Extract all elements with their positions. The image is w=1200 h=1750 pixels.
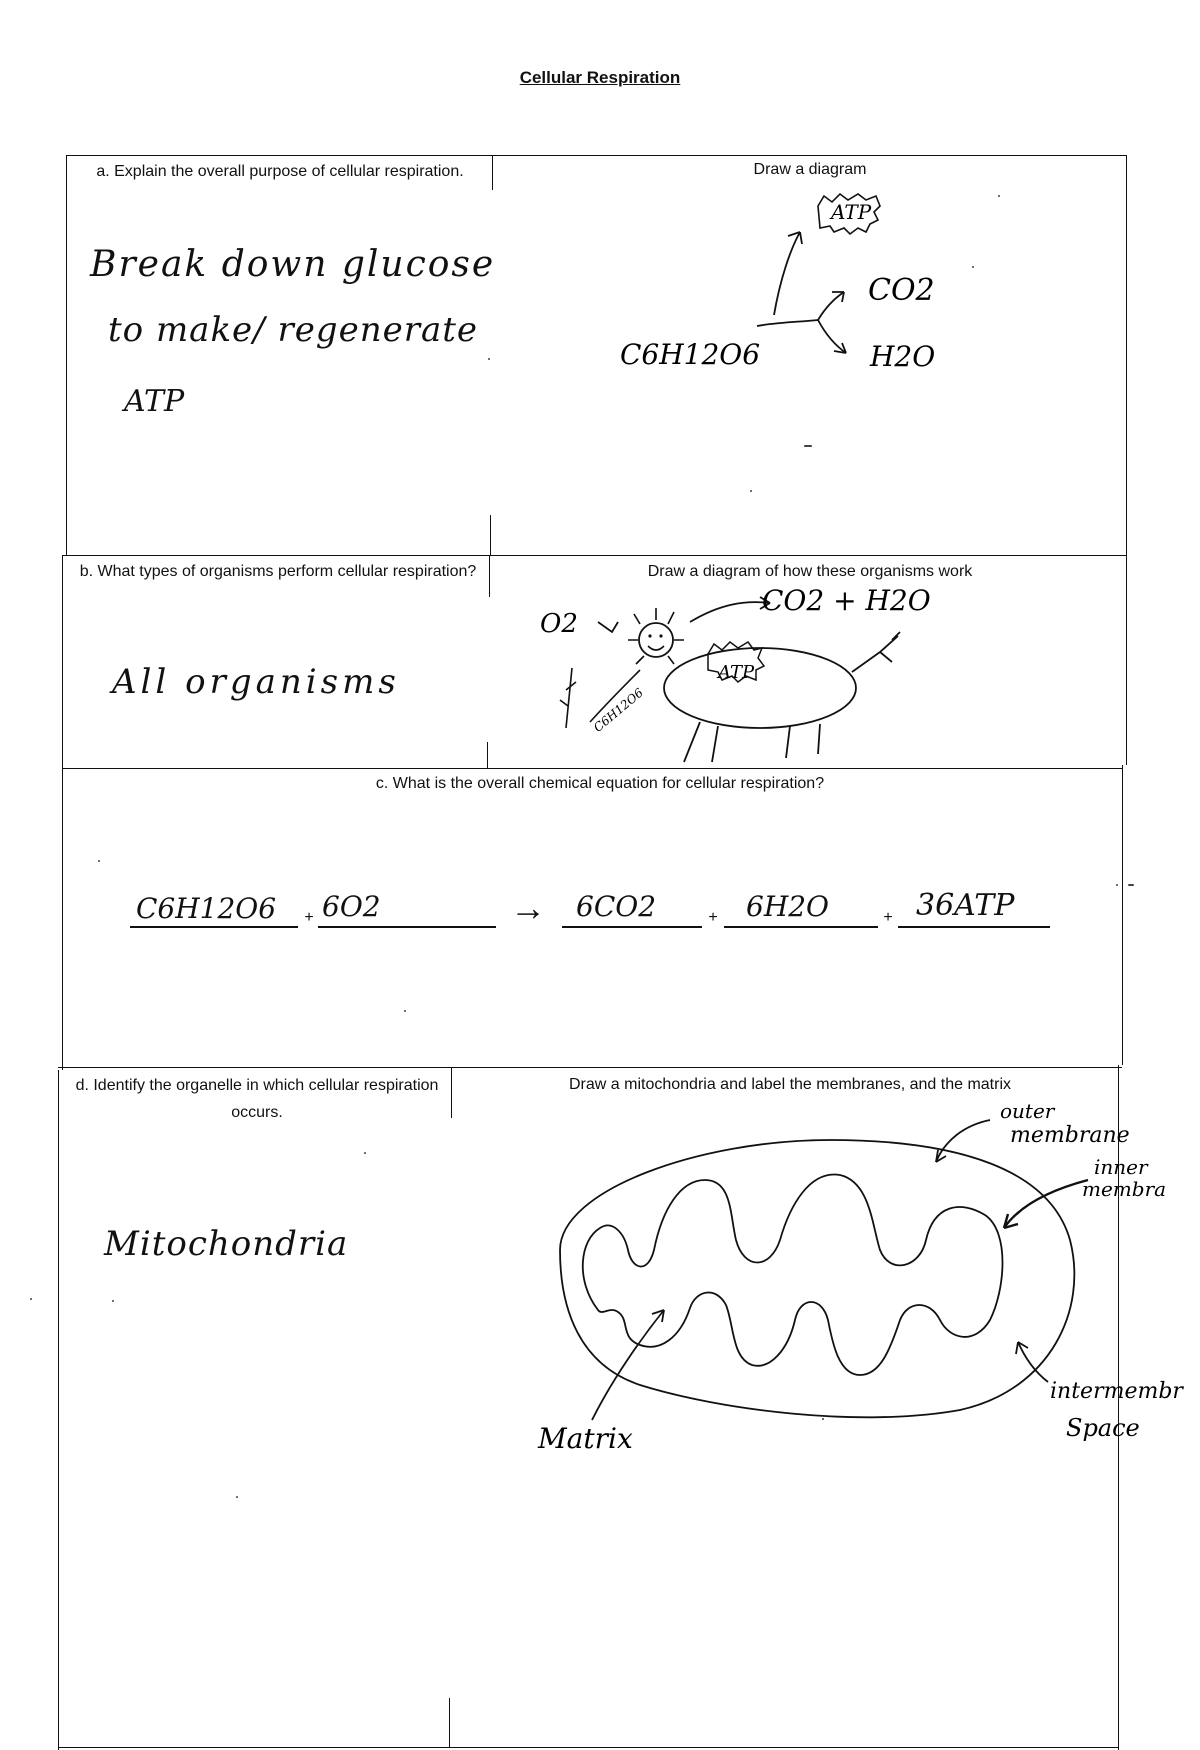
table-border-bottom [58, 1747, 1118, 1748]
outer-membrane-label-2: membrane [1010, 1123, 1130, 1148]
inner-membrane [583, 1175, 1003, 1375]
diagram-prompt-b: Draw a diagram of how these organisms work [647, 563, 973, 580]
reactant-2: 6O2 [322, 890, 381, 923]
plus-2: + [708, 909, 718, 926]
outer-membrane [560, 1140, 1074, 1417]
outer-membrane-label: outer [1000, 1099, 1055, 1123]
outputs-label-b: CO2 + H2O [762, 584, 931, 617]
scan-speck [112, 1300, 114, 1302]
answer-a-line-2: to make/ regenerate [108, 310, 479, 350]
diagram-prompt-d: Draw a mitochondria and label the membranes, and the matrix [569, 1076, 1011, 1093]
intermembrane-label-2: Space [1066, 1414, 1140, 1442]
question-c: c. What is the overall chemical equation for cellular respiration? [375, 775, 825, 792]
scan-speck [1116, 884, 1118, 886]
o2-label-b: O2 [540, 609, 578, 639]
question-b: b. What types of organisms perform cellular respiration? [79, 563, 477, 580]
answer-d: Mitochondria [104, 1224, 349, 1264]
col-divider-d-bottom [449, 1698, 450, 1747]
plus-3: + [883, 909, 893, 926]
atp-label-a: ATP [831, 200, 872, 224]
question-d: d. Identify the organelle in which cellular respiration occurs. [75, 1077, 439, 1121]
scan-speck [998, 195, 1000, 197]
glucose-label-b: C6H12O6 [590, 685, 646, 735]
reaction-arrow: → [510, 887, 546, 928]
scan-speck [364, 1152, 366, 1154]
page-title: Cellular Respiration [519, 68, 681, 87]
inner-membrane-label-2: membra [1082, 1177, 1167, 1201]
intermembrane-label: intermembr [1050, 1379, 1183, 1404]
product-1: 6CO2 [576, 890, 657, 923]
scan-speck [804, 445, 812, 447]
matrix-label: Matrix [538, 1422, 633, 1455]
inner-membrane-label: inner [1094, 1155, 1148, 1179]
answer-a-line-3: ATP [124, 384, 185, 419]
scan-speck [236, 1496, 238, 1498]
co2-label-a: CO2 [868, 273, 935, 308]
product-3: 36ATP [916, 888, 1015, 923]
diagram-prompt-a: Draw a diagram [753, 161, 867, 178]
scan-speck [98, 860, 100, 862]
scan-speck [488, 358, 490, 360]
scan-speck [404, 1010, 406, 1012]
reactant-label-a: C6H12O6 [620, 338, 761, 371]
h2o-label-a: H2O [870, 340, 936, 373]
scan-speck [30, 1298, 32, 1300]
reactant-1: C6H12O6 [136, 892, 277, 925]
plus-1: + [304, 909, 314, 926]
scan-speck [822, 1418, 824, 1420]
scan-speck [750, 490, 752, 492]
question-a: a. Explain the overall purpose of cellular respiration. [96, 163, 464, 180]
answer-b: All organisms [112, 662, 400, 702]
scan-speck [972, 266, 974, 268]
scan-speck [1128, 884, 1134, 886]
product-2: 6H2O [746, 890, 830, 923]
atp-label-b: ATP [718, 662, 755, 683]
answer-a-line-1: Break down glucose [90, 244, 496, 285]
